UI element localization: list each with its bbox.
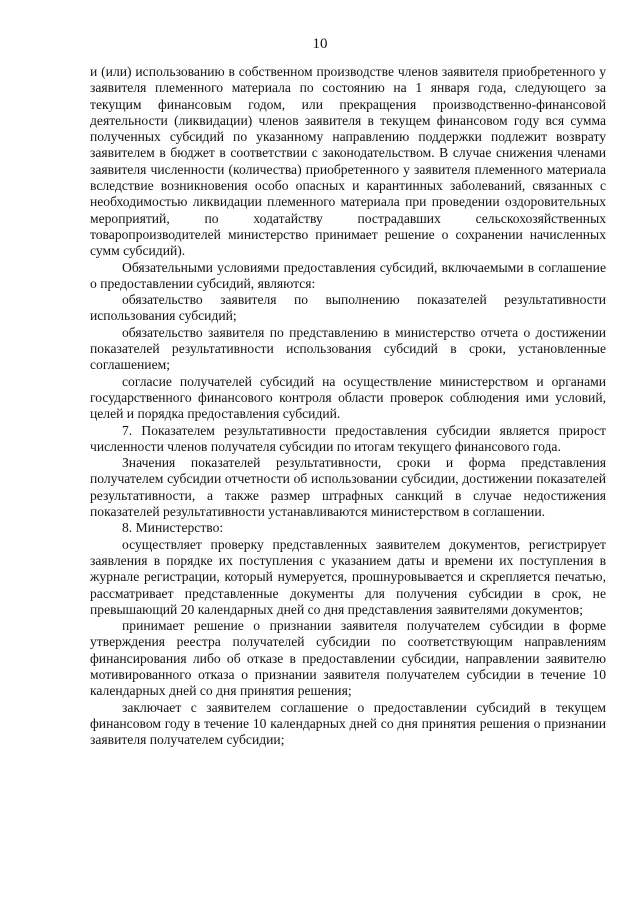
paragraph: обязательство заявителя по представлению в министерство отчета о достижении показателей результативности использования субсидий в сроки, установленные соглашением; (90, 324, 606, 373)
paragraph: принимает решение о признании заявителя получателем субсидии в форме утверждения реестра получателей субсидии по соответствующим направлениям финансирования либо об отказе в предоставлении субсидии, направлении заявителю мотивированного отказа о признании заявителя получателем субсидии в течение 10 календарных дней со дня принятия решения; (90, 618, 606, 699)
paragraph: согласие получателей субсидий на осуществление министерством и органами государственного финансового контроля области проверок соблюдения ими условий, целей и порядка предоставления субсидий. (90, 373, 606, 422)
body-text (90, 64, 606, 748)
paragraph: и (или) использованию в собственном производстве членов заявителя приобретенного у заявителя племенного материала по состоянию на 1 января года, следующего за текущим финансовым годом, или прекращения производственно-финансовой деятельности (ликвидации) членов заявителя в текущем финансовом году вся сумма полученных субсидий по указанному направлению поддержки подлежит возврату заявителем в бюджет в соответствии с законодательством. В случае снижения членами заявителя численности (количества) приобретенного у заявителя племенного материала вследствие возникновения особо опасных и карантинных заболеваний, связанных с необходимостью ликвидации племенного материала при проведении оздоровительных мероприятий, по ходатайству пострадавших сельскохозяйственных товаропроизводителей министерство принимает решение о сохранении начисленных сумм субсидий). (90, 64, 606, 259)
paragraph: осуществляет проверку представленных заявителем документов, регистрирует заявления в порядке их поступления с указанием даты и времени их поступления в журнале регистрации, который нумеруется, прошнуровывается и скрепляется печатью, рассматривает представленные документы для получения субсидии в срок, не превышающий 20 календарных дней со дня представления заявителями документов; (90, 536, 606, 617)
paragraph: Значения показателей результативности, сроки и форма представления получателем субсидии отчетности об использовании субсидии, достижении показателей результативности, а также размер штрафных санкций в случае недостижения показателей результативности устанавливаются министерством в соглашении. (90, 455, 606, 520)
page-number: 10 (312, 36, 328, 52)
paragraph: обязательство заявителя по выполнению показателей результативности использования субсидий; (90, 292, 606, 324)
paragraph: заключает с заявителем соглашение о предоставлении субсидий в текущем финансовом году в течение 10 календарных дней со дня принятия решения о признании заявителя получателем субсидии; (90, 699, 606, 748)
paragraph: 7. Показателем результативности предоставления субсидии является прирост численности членов получателя субсидии по итогам текущего финансового года. (90, 422, 606, 454)
paragraph: Обязательными условиями предоставления субсидий, включаемыми в соглашение о предоставлении субсидий, являются: (90, 259, 606, 291)
section-heading: 8. Министерство: (122, 520, 224, 536)
